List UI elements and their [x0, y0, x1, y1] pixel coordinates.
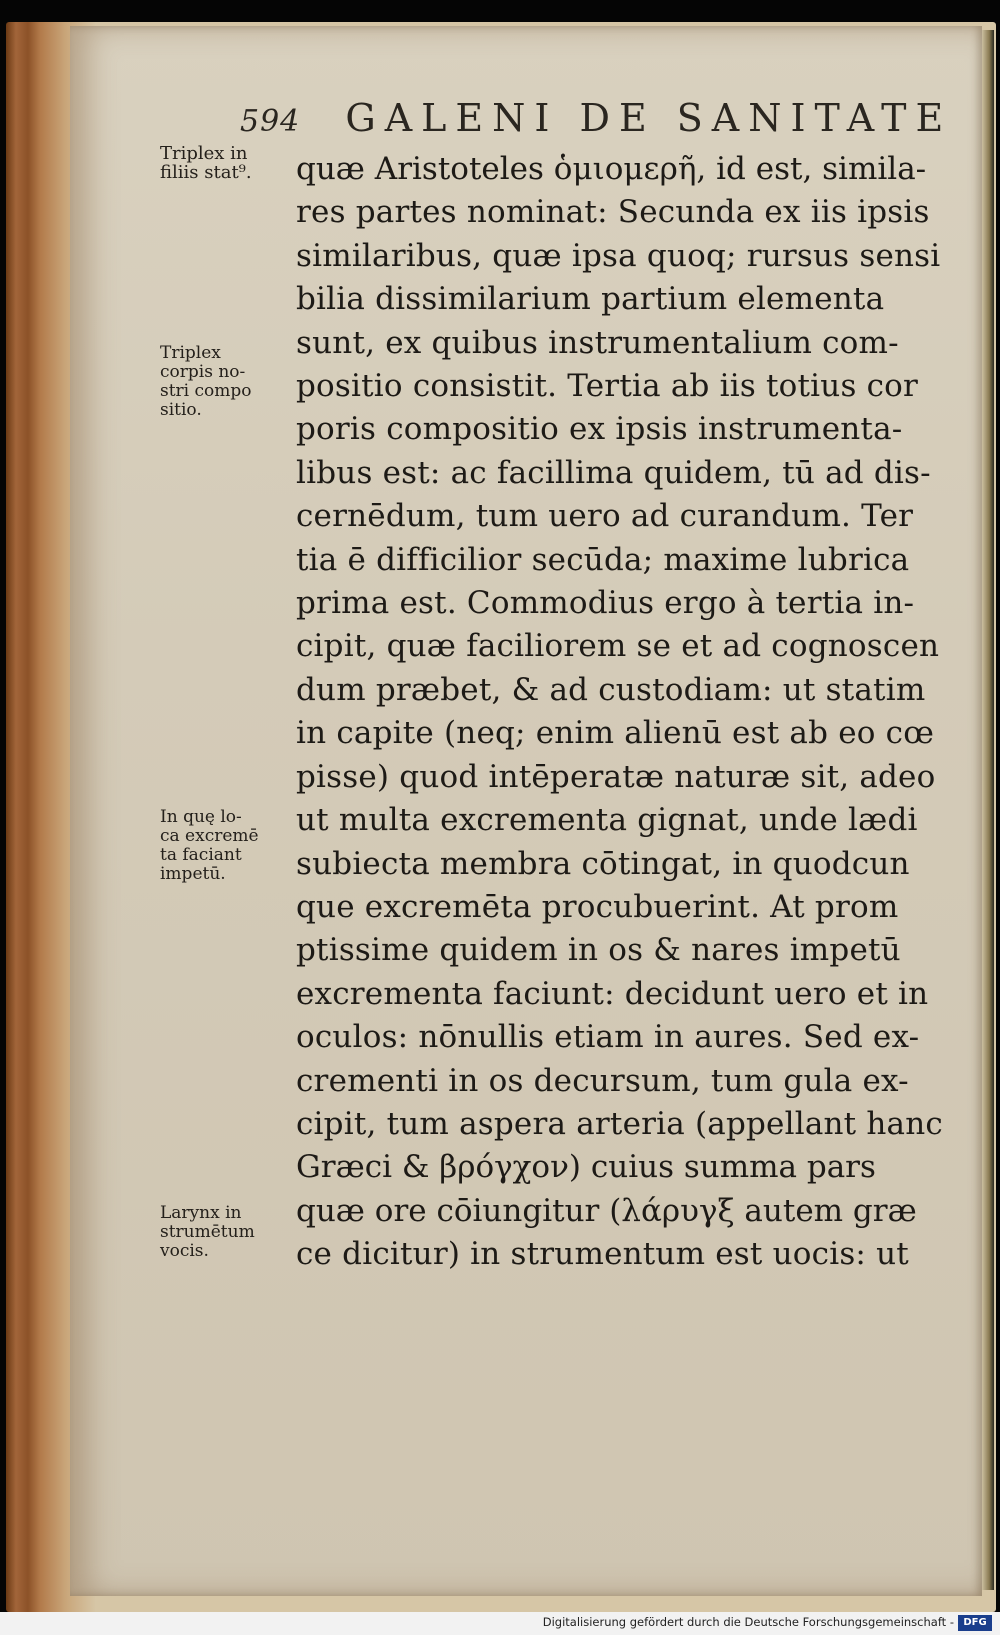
digitization-footer — [0, 1612, 1000, 1635]
page-header — [240, 96, 953, 140]
marginal-note-line: filiis stat⁹. — [160, 162, 252, 183]
text-line: cipit, tum aspera arteria (appellant hanc — [296, 1105, 943, 1142]
text-line: quæ ore cōiungitur (λάρυγξ autem græ — [296, 1192, 917, 1229]
marginal-note-line: strumētum — [160, 1222, 255, 1242]
text-line: ptissime quidem in os & nares impetū — [296, 932, 901, 969]
marginal-note-line: Triplex in — [160, 143, 248, 164]
text-line: prima est. Commodius ergo à tertia in- — [296, 585, 915, 622]
marginal-note-line: ta faciant — [160, 845, 242, 865]
text-line: oculos: nōnullis etiam in aures. Sed ex- — [296, 1019, 920, 1056]
text-line: subiecta membra cōtingat, in quodcun — [296, 845, 910, 882]
text-line: positio consistit. Tertia ab iis totius cor — [296, 368, 919, 405]
marginal-note-line: stri compo — [160, 381, 252, 401]
text-line: in capite (neq; enim alienū est ab eo cœ — [296, 715, 935, 752]
text-line: ce dicitur) in strumentum est uocis: ut — [296, 1236, 909, 1273]
text-line: tia ē difficilior secūda; maxime lubrica — [296, 541, 910, 578]
marginal-note-line: Triplex — [160, 343, 221, 363]
text-line: res partes nominat: Secunda ex iis ipsis — [296, 194, 930, 231]
marginal-note-3 — [160, 808, 295, 884]
marginal-note-line: impetū. — [160, 864, 226, 884]
page-right-edge — [982, 30, 994, 1590]
text-line: pisse) quod intēperatæ naturæ sit, adeo — [296, 758, 936, 795]
marginal-note-line: corpis no- — [160, 362, 246, 382]
text-line: crementi in os decursum, tum gula ex- — [296, 1062, 909, 1099]
marginal-note-line: vocis. — [160, 1241, 209, 1261]
marginal-note-2 — [160, 344, 295, 420]
running-title: GALENI DE SANITATE — [345, 96, 953, 140]
text-line: ut multa excrementa gignat, unde lædi — [296, 802, 918, 839]
marginal-note-line: sitio. — [160, 400, 202, 420]
main-text-block — [296, 148, 943, 1277]
text-line: similaribus, quæ ipsa quoq; rursus sensi — [296, 237, 941, 274]
page-number: 594 — [240, 104, 301, 139]
dfg-logo: DFG — [958, 1615, 992, 1631]
text-line: poris compositio ex ipsis instrumenta- — [296, 411, 903, 448]
text-line: excrementa faciunt: decidunt uero et in — [296, 975, 929, 1012]
marginal-note-line: ca excremē — [160, 826, 259, 846]
text-line: Græci & βρόγχον) cuius summa pars — [296, 1149, 876, 1186]
text-line: cipit, quæ faciliorem se et ad cognoscen — [296, 628, 940, 665]
text-line: dum præbet, & ad custodiam: ut statim — [296, 671, 926, 708]
text-line: que excremēta procubuerint. At prom — [296, 888, 899, 925]
text-line: sunt, ex quibus instrumentalium com- — [296, 324, 899, 361]
marginal-note-4 — [160, 1204, 295, 1261]
marginal-note-line: In quę lo- — [160, 807, 242, 827]
text-line: bilia dissimilarium partium elementa — [296, 281, 885, 318]
funding-credit: Digitalisierung gefördert durch die Deutsche Forschungsgemeinschaft - — [542, 1615, 954, 1629]
text-line: cernēdum, tum uero ad curandum. Ter — [296, 498, 914, 535]
text-line: libus est: ac facillima quidem, tū ad dis- — [296, 454, 931, 491]
marginal-note-line: Larynx in — [160, 1203, 242, 1223]
marginal-note-1 — [160, 144, 295, 182]
text-line: quæ Aristoteles ὁμιομερῆ, id est, simila- — [296, 151, 927, 187]
